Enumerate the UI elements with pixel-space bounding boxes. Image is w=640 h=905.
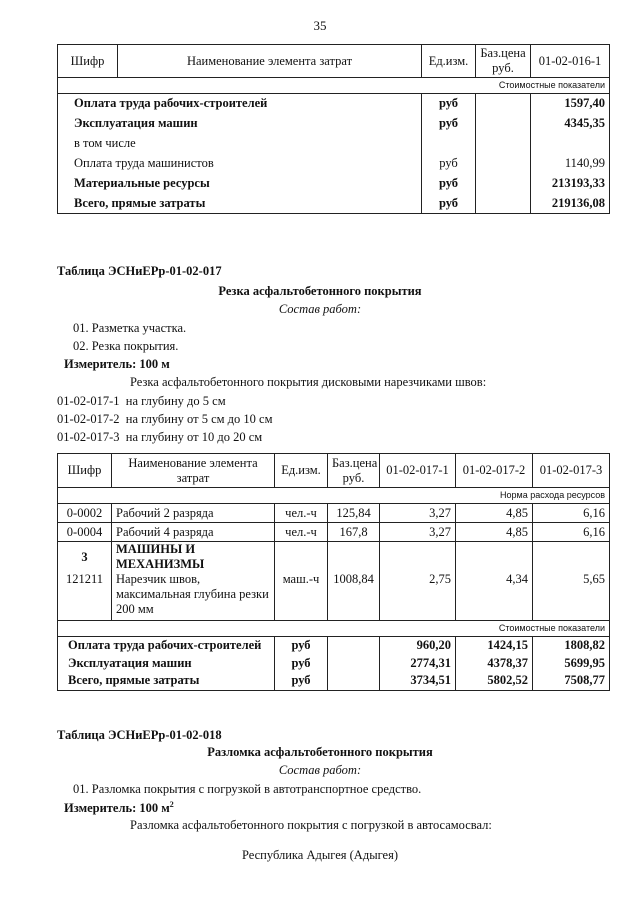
work-step-2: 02. Резка покрытия. bbox=[73, 339, 179, 353]
subtitle-018: Разломка асфальтобетонного покрытия с погрузкой в автосамосвал: bbox=[130, 818, 492, 832]
section-label: Стоимостные показатели bbox=[58, 78, 610, 94]
header-name: Наименование элемента затрат bbox=[112, 454, 275, 488]
table-row: Всего, прямые затраты руб 219136,08 bbox=[58, 194, 610, 214]
meter-017: Измеритель: 100 м bbox=[64, 357, 170, 371]
header-code: Шифр bbox=[58, 454, 112, 488]
composition-label-018: Состав работ: bbox=[278, 763, 362, 777]
table-row: 0-0004 Рабочий 4 разряда чел.-ч 167,8 3,27 4,85 6,16 bbox=[58, 523, 610, 542]
table-row: Эксплуатация машин руб 4345,35 bbox=[58, 114, 610, 134]
table-label-017: Таблица ЭСНиЕРр-01-02-017 bbox=[57, 264, 222, 278]
code-line: 01-02-017-1 на глубину до 5 см bbox=[57, 394, 226, 408]
table-row: Оплата труда машинистов руб 1140,99 bbox=[58, 154, 610, 174]
meter-018: Измеритель: 100 $м^2$ bbox=[64, 800, 174, 816]
cost-label: Стоимостные показатели bbox=[58, 620, 610, 636]
table-row: 0-0002 Рабочий 2 разряда чел.-ч 125,84 3,27 4,85 6,16 bbox=[58, 504, 610, 523]
section-title-017: Резка асфальтобетонного покрытия bbox=[218, 284, 422, 298]
section-title-018: Разломка асфальтобетонного покрытия bbox=[207, 745, 433, 759]
header-name: Наименование элемента затрат bbox=[118, 45, 422, 78]
work-step-1: 01. Разметка участка. bbox=[73, 321, 187, 335]
cost-table-016 bbox=[57, 44, 610, 214]
header-code: Шифр bbox=[58, 45, 118, 78]
page-number: 35 bbox=[313, 18, 327, 33]
code-line: 01-02-017-2 на глубину от 5 см до 10 см bbox=[57, 412, 273, 426]
footer-region: Республика Адыгея (Адыгея) bbox=[241, 848, 399, 862]
header-unit: Ед.изм. bbox=[275, 454, 328, 488]
table-row: 3 МАШИНЫ И МЕХАНИЗМЫ bbox=[58, 542, 610, 573]
header-unit: Ед.изм. bbox=[422, 45, 476, 78]
header-col-2: 01-02-017-2 bbox=[456, 454, 533, 488]
norm-label: Норма расхода ресурсов bbox=[58, 488, 610, 504]
composition-label-017: Состав работ: bbox=[278, 302, 362, 316]
table-row: в том числе bbox=[58, 134, 610, 154]
table-row: Оплата труда рабочих-строителей руб 960,20 1424,15 1808,82 bbox=[58, 636, 610, 654]
subtitle-017: Резка асфальтобетонного покрытия дисковыми нарезчиками швов: bbox=[130, 375, 487, 389]
work-step-018: 01. Разломка покрытия с погрузкой в автотранспортное средство. bbox=[73, 782, 422, 796]
code-line: 01-02-017-3 на глубину от 10 до 20 см bbox=[57, 430, 263, 444]
table-row: Материальные ресурсы руб 213193,33 bbox=[58, 174, 610, 194]
table-row: 121211 Нарезчик швов, максимальная глубина резки 200 мм маш.-ч 1008,84 2,75 4,34 5,65 bbox=[58, 572, 610, 620]
header-price: Баз.цена руб. bbox=[476, 45, 531, 78]
table-row: Всего, прямые затраты руб 3734,51 5802,52 7508,77 bbox=[58, 672, 610, 690]
header-col-1: 01-02-017-1 bbox=[380, 454, 456, 488]
table-label-018: Таблица ЭСНиЕРр-01-02-018 bbox=[57, 728, 222, 742]
header-col-1: 01-02-016-1 bbox=[531, 45, 610, 78]
resource-table-017 bbox=[57, 453, 610, 691]
table-row: Оплата труда рабочих-строителей руб 1597,40 bbox=[58, 94, 610, 114]
table-row: Эксплуатация машин руб 2774,31 4378,37 5699,95 bbox=[58, 654, 610, 672]
header-col-3: 01-02-017-3 bbox=[533, 454, 610, 488]
header-price: Баз.цена руб. bbox=[328, 454, 380, 488]
